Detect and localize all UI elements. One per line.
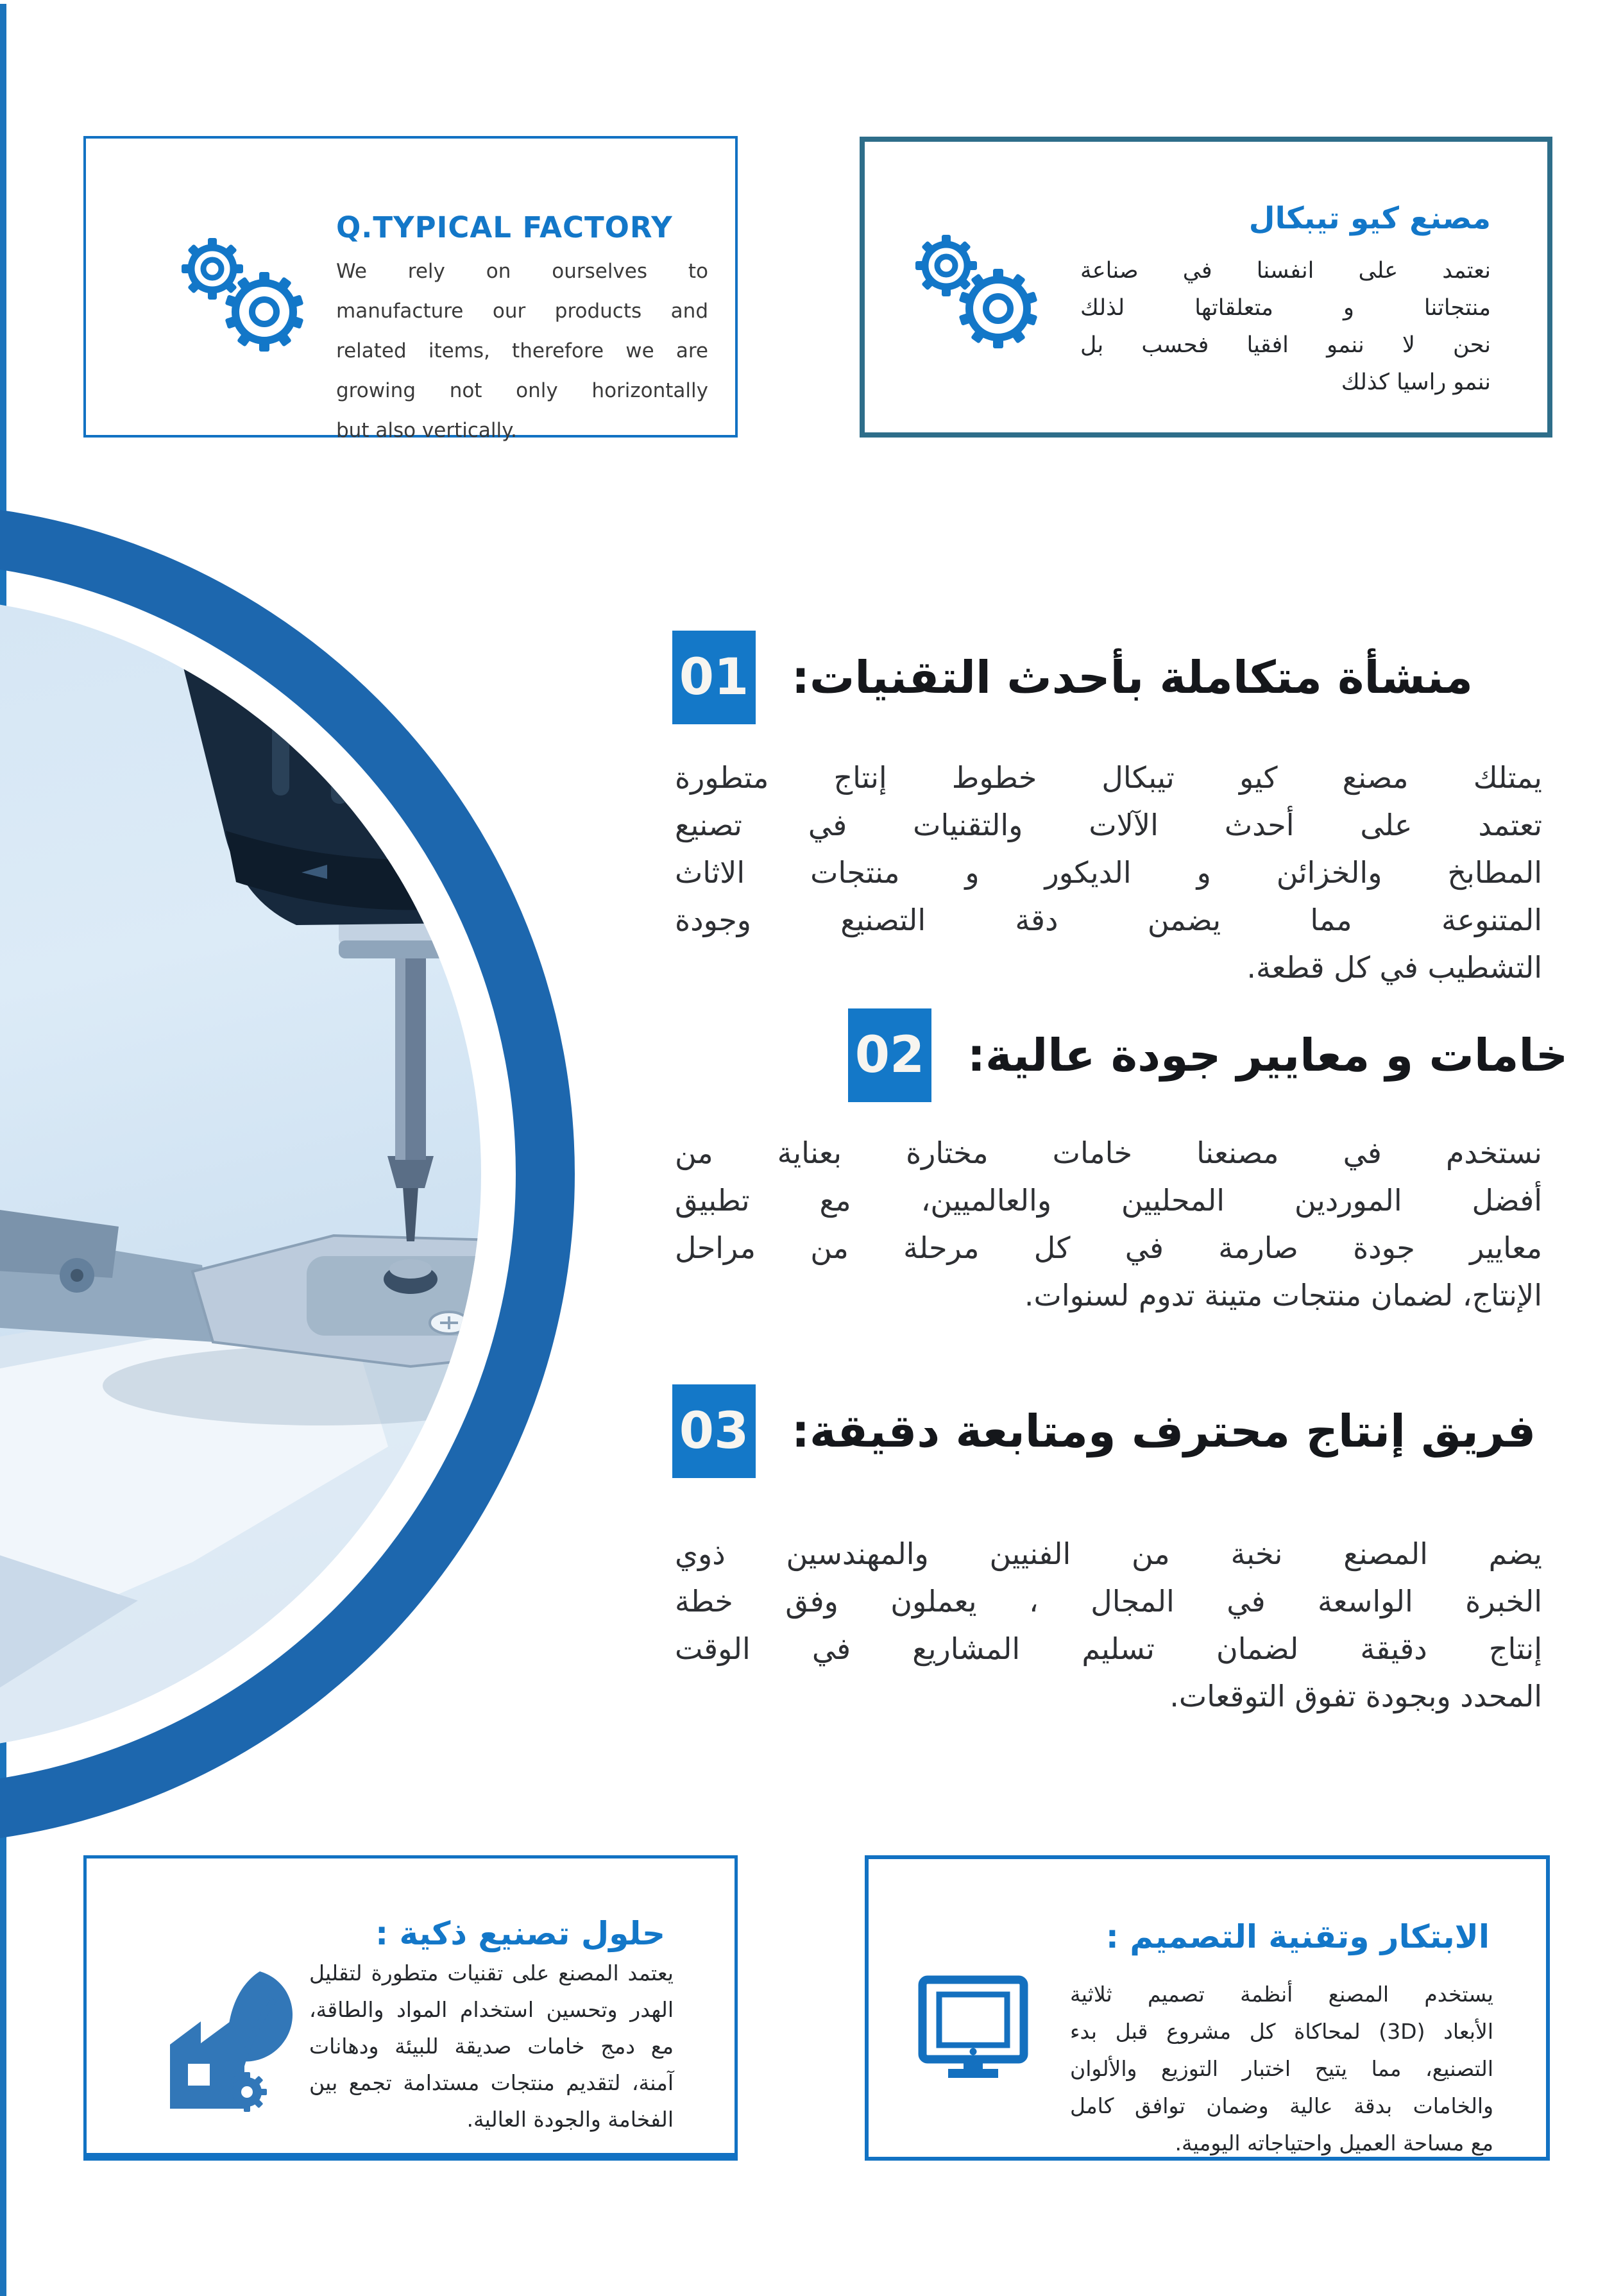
smart-manufacturing-title: حلول تصنيع ذكية : bbox=[375, 1915, 665, 1952]
section-paragraph-03: يضم المصنع نخبة من الفنيين والمهندسين ذوي الخبرة الواسعة في المجال ، يعملون وفق خطة إنتاج دقيقة لضمان تسليم المشاريع في الوقت المحدد وبجودة تفوق التوقعات. bbox=[675, 1536, 1542, 1713]
section-number-badge: 03 bbox=[672, 1384, 756, 1478]
section-paragraph-01: يمتلك مصنع كيو تيبكال خطوط إنتاج متطورة تعتمد على أحدث الآلات والتقنيات في تصنيع المطابخ والخزائن و الديكور و منتجات الاثاث المتنوعة مما يضمن دقة التصنيع وجودة التشطيب في كل قطعة. bbox=[675, 760, 1542, 985]
intro-card-english bbox=[83, 136, 738, 442]
section-paragraph-02: نستخدم في مصنعنا خامات مختارة بعناية من أفضل الموردين المحليين والعالميين، مع تطبيق معايير جودة صارمة في كل مرحلة من مراحل الإنتاج، لضمان منتجات متينة تدوم لسنوات. bbox=[675, 1135, 1542, 1313]
intro-paragraph-english: We rely on ourselves to manufacture our products and related items, therefore we are growing not only horizontally but also vertically. bbox=[336, 260, 708, 442]
section-row-01 bbox=[672, 631, 1473, 724]
design-technology-title: الابتكار وتقنية التصميم : bbox=[1105, 1918, 1490, 1955]
section-row-02 bbox=[848, 1008, 1568, 1102]
factory-title-arabic: مصنع كيو تيبكال bbox=[1248, 201, 1491, 236]
design-technology-paragraph: يستخدم المصنع أنظمة تصميم ثلاثية الأبعاد (3D) لمحاكاة كل مشروع قبل بدء التصنيع، مما يتيح اختبار التوزيع والألوان والخامات بدقة عالية وضمان توافق كامل مع مساحة العميل واحتياجاته اليومية. bbox=[1070, 1982, 1493, 2156]
gears-icon bbox=[176, 228, 310, 366]
intro-card-arabic bbox=[860, 137, 1552, 438]
section-heading: منشأة متكاملة بأحدث التقنيات: bbox=[792, 651, 1473, 704]
smart-manufacturing-paragraph: يعتمد المصنع على تقنيات متطورة لتقليل الهدر وتحسين استخدام المواد والطاقة، مع دمج خامات صديقة للبيئة ودهانات آمنة، لتقديم منتجات مستدامة تجمع بين الفخامة والجودة العالية. bbox=[309, 1960, 674, 2132]
design-technology-card bbox=[865, 1855, 1550, 2161]
section-number-badge: 01 bbox=[672, 631, 756, 724]
gears-icon bbox=[910, 225, 1044, 363]
section-heading: فريق إنتاج محترف ومتابعة دقيقة: bbox=[792, 1405, 1536, 1458]
section-number-badge: 02 bbox=[848, 1008, 931, 1102]
section-row-03 bbox=[672, 1384, 1536, 1478]
eco-factory-icon bbox=[164, 1966, 311, 2120]
section-heading: خامات و معايير جودة عالية: bbox=[967, 1029, 1568, 1082]
factory-title-english: Q.TYPICAL FACTORY bbox=[336, 210, 673, 244]
monitor-icon bbox=[915, 1973, 1037, 2089]
drill-collar bbox=[339, 919, 482, 958]
intro-paragraph-arabic: نعتمد على انفسنا في صناعة منتجاتنا و متعلقاتها لذلك نحن لا ننمو افقيا فحسب بل ننمو راسيا كذلك bbox=[1080, 258, 1491, 395]
smart-manufacturing-card bbox=[83, 1855, 738, 2161]
hero-photo-circle bbox=[0, 468, 706, 1892]
screw bbox=[389, 1259, 432, 1279]
